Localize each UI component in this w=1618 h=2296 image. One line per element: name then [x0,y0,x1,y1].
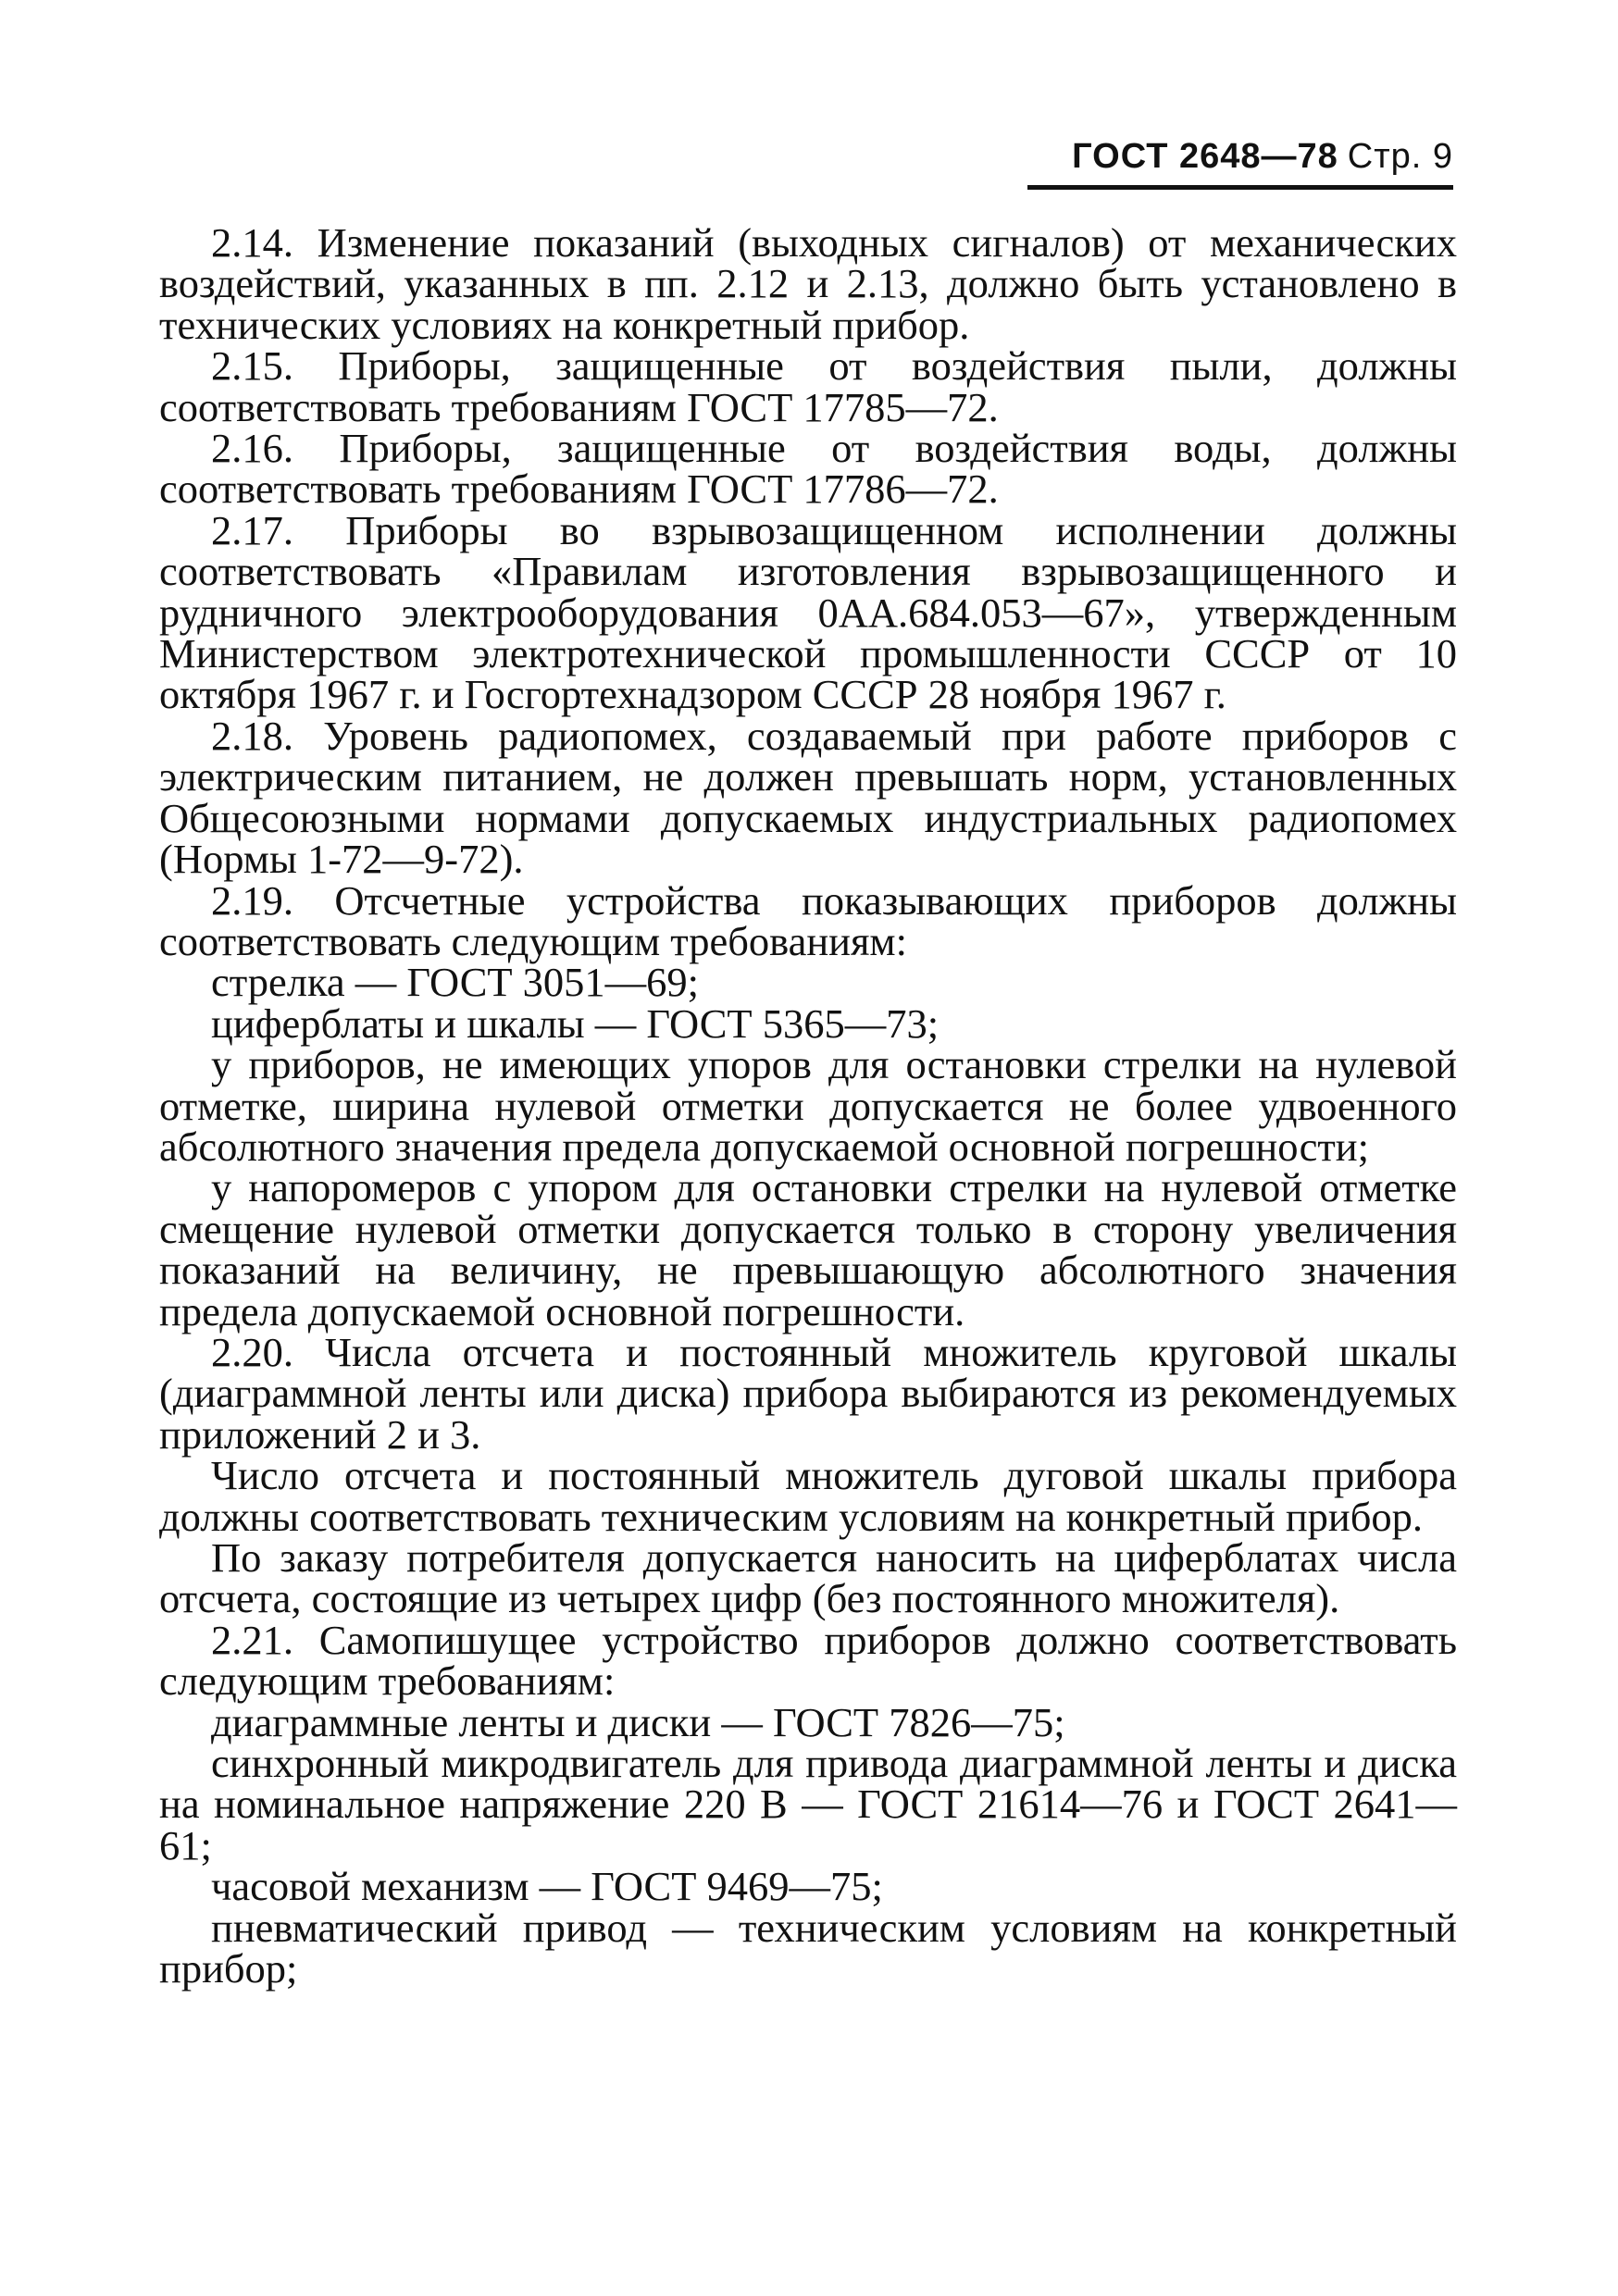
header-rule [1027,185,1453,190]
page-number: Стр. 9 [1347,137,1453,176]
list-item-dials: циферблаты и шкалы — ГОСТ 5365—73; [211,999,940,1047]
paragraph-customer-order: По заказу потребителя допускается наносить на циферблатах числа отсчета, состоящие из четырех цифр (без постоянного множителя). [159,1534,1457,1622]
list-item-zero-mark: у приборов, не имеющих упоров для остановки стрелки на нулевой отметке, ширина нулевой отметки допускается не более удвоенного абсолютного значения предела допускаемой основной погрешности; [159,1041,1457,1170]
paragraph-2-17: 2.17. Приборы во взрывозащищенном исполнении должны соответствовать «Правилам изготовления взрывозащищенного и рудничного электрооборудования 0АА.684.053—67», утвержденным Министерством электротехнической промышленности СССР от 10 октября 1967 г. и Госгортехнадзором СССР 28 ноября 1967 г. [159,506,1457,718]
list-item-clock-mechanism: часовой механизм — ГОСТ 9469—75; [211,1863,883,1910]
list-item-chart-tapes: диаграммные ленты и диски — ГОСТ 7826—75; [211,1698,1065,1745]
paragraph-2-14: 2.14. Изменение показаний (выходных сигналов) от механических воздействий, указанных в пп. 2.12 и 2.13, должно быть установлено в технических условиях на конкретный прибор. [159,219,1457,348]
paragraph-2-19: 2.19. Отсчетные устройства показывающих приборов должны соответствовать следующим требованиям: [159,876,1457,964]
list-item-pneumatic-drive: пневматический привод — техническим условиям на конкретный прибор; [159,1904,1457,1992]
paragraph-2-18: 2.18. Уровень радиопомех, создаваемый при работе приборов с электрическим питанием, не должен превышать норм, установленных Общесоюзными нормами допускаемых индустриальных радиопомех (Нормы 1-72—9-72). [159,712,1457,883]
paragraph-2-20: 2.20. Числа отсчета и постоянный множитель круговой шкалы (диаграммной ленты или диска) прибора выбираются из рекомендуемых приложений 2 и 3. [159,1328,1457,1458]
paragraph-2-16: 2.16. Приборы, защищенные от воздействия воды, должны соответствовать требованиям ГОСТ 17786—72. [159,425,1457,513]
standard-number: ГОСТ 2648—78 [1072,137,1338,176]
paragraph-2-15: 2.15. Приборы, защищенные от воздействия пыли, должны соответствовать требованиям ГОСТ 17785—72. [159,342,1457,430]
document-body [159,219,1457,1992]
list-item-needle: стрелка — ГОСТ 3051—69; [211,959,700,1006]
paragraph-arc-scale: Число отсчета и постоянный множитель дуговой шкалы прибора должны соответствовать техническим условиям на конкретный прибор. [159,1452,1457,1540]
page-header [1072,137,1453,177]
list-item-synchronous-motor: синхронный микродвигатель для привода диаграммной ленты и диска на номинальное напряжение 220 В — ГОСТ 21614—76 и ГОСТ 2641—61; [159,1740,1457,1868]
list-item-pressure-gauges: у напоромеров с упором для остановки стрелки на нулевой отметке смещение нулевой отметки допускается только в сторону увеличения показаний на величину, не превышающую абсолютного значения предела допускаемой основной погрешности. [159,1164,1457,1334]
paragraph-2-21: 2.21. Самопишущее устройство приборов должно соответствовать следующим требованиям: [159,1616,1457,1705]
